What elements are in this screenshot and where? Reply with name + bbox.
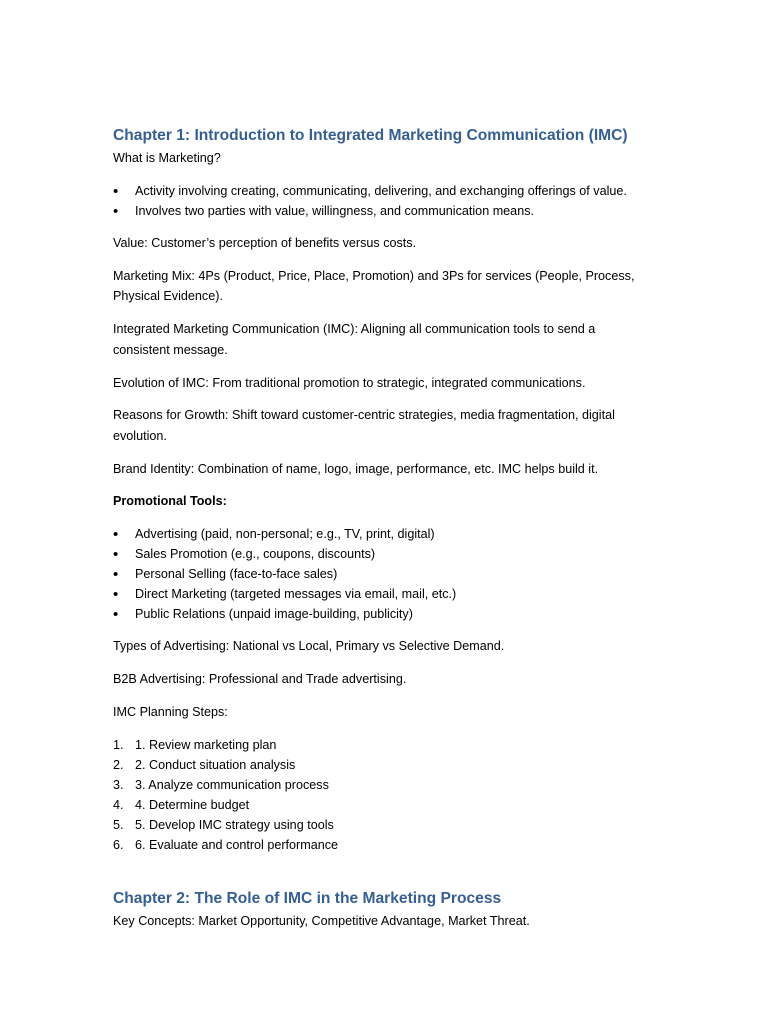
list-item-text: 2. Conduct situation analysis — [135, 757, 296, 772]
bullet-marker: • — [113, 546, 119, 564]
list-item — [113, 775, 648, 795]
bullet-marker: • — [113, 526, 119, 544]
list-item-text: 6. Evaluate and control performance — [135, 837, 339, 852]
key-concepts-paragraph: Key Concepts: Market Opportunity, Competitive Advantage, Market Threat. — [113, 913, 530, 928]
list-number: 2. — [113, 757, 124, 772]
list-item-text: Personal Selling (face-to-face sales) — [135, 567, 338, 582]
list-item — [113, 604, 648, 624]
promotional-tools-list — [113, 524, 648, 624]
list-number: 5. — [113, 817, 124, 832]
types-of-advertising-paragraph: Types of Advertising: National vs Local, Primary vs Selective Demand. — [113, 639, 505, 654]
reasons-for-growth-paragraph: Reasons for Growth: Shift toward customer-centric strategies, media fragmentation, digital evolution. — [113, 408, 615, 443]
list-number: 6. — [113, 837, 124, 852]
list-item-text: 4. Determine budget — [135, 797, 250, 812]
list-number: 1. — [113, 737, 124, 752]
b2b-advertising-paragraph: B2B Advertising: Professional and Trade advertising. — [113, 672, 407, 687]
bullet-marker: • — [113, 202, 119, 220]
list-item — [113, 181, 648, 201]
chapter-1-heading: Chapter 1: Introduction to Integrated Marketing Communication (IMC) — [113, 127, 628, 144]
promotional-tools-heading: Promotional Tools: — [113, 494, 227, 509]
list-item-text: Public Relations (unpaid image-building, publicity) — [135, 607, 413, 622]
list-item — [113, 524, 648, 544]
list-item — [113, 835, 648, 855]
list-item-text: Direct Marketing (targeted messages via email, mail, etc.) — [135, 587, 457, 602]
list-item-text: Advertising (paid, non-personal; e.g., TV, print, digital) — [135, 527, 435, 542]
chapter-2-heading: Chapter 2: The Role of IMC in the Marketing Process — [113, 889, 502, 907]
what-is-marketing-text: What is Marketing? — [113, 151, 221, 165]
brand-identity-paragraph: Brand Identity: Combination of name, logo, image, performance, etc. IMC helps build it. — [113, 461, 599, 476]
marketing-mix-paragraph: Marketing Mix: 4Ps (Product, Price, Place, Promotion) and 3Ps for services (People, Process, Physical Evidence). — [113, 268, 635, 304]
list-item — [113, 201, 648, 221]
marketing-bullet-list — [113, 181, 648, 221]
list-item — [113, 795, 648, 815]
evolution-paragraph: Evolution of IMC: From traditional promotion to strategic, integrated communications. — [113, 375, 586, 390]
value-paragraph: Value: Customer’s perception of benefits versus costs. — [113, 235, 417, 250]
planning-steps-list — [113, 735, 648, 855]
list-item — [113, 815, 648, 835]
list-item — [113, 544, 648, 564]
document-body — [113, 124, 648, 944]
imc-definition-paragraph: Integrated Marketing Communication (IMC): Aligning all communication tools to send a consistent message. — [113, 322, 596, 357]
list-item-text: Involves two parties with value, willingness, and communication means. — [135, 203, 534, 218]
bullet-marker: • — [113, 566, 119, 584]
list-item — [113, 755, 648, 775]
list-item-text: Sales Promotion (e.g., coupons, discounts) — [135, 547, 376, 562]
bullet-marker: • — [113, 606, 119, 624]
list-item-text: 3. Analyze communication process — [135, 777, 329, 792]
bullet-marker: • — [113, 586, 119, 604]
list-item-text: Activity involving creating, communicating, delivering, and exchanging offerings of value. — [135, 183, 627, 198]
list-item — [113, 584, 648, 604]
list-item-text: 5. Develop IMC strategy using tools — [135, 817, 334, 832]
list-item-text: 1. Review marketing plan — [135, 737, 277, 752]
planning-steps-heading: IMC Planning Steps: — [113, 704, 228, 719]
list-number: 4. — [113, 797, 124, 812]
list-number: 3. — [113, 777, 124, 792]
list-item — [113, 564, 648, 584]
bullet-marker: • — [113, 182, 119, 200]
list-item — [113, 735, 648, 755]
